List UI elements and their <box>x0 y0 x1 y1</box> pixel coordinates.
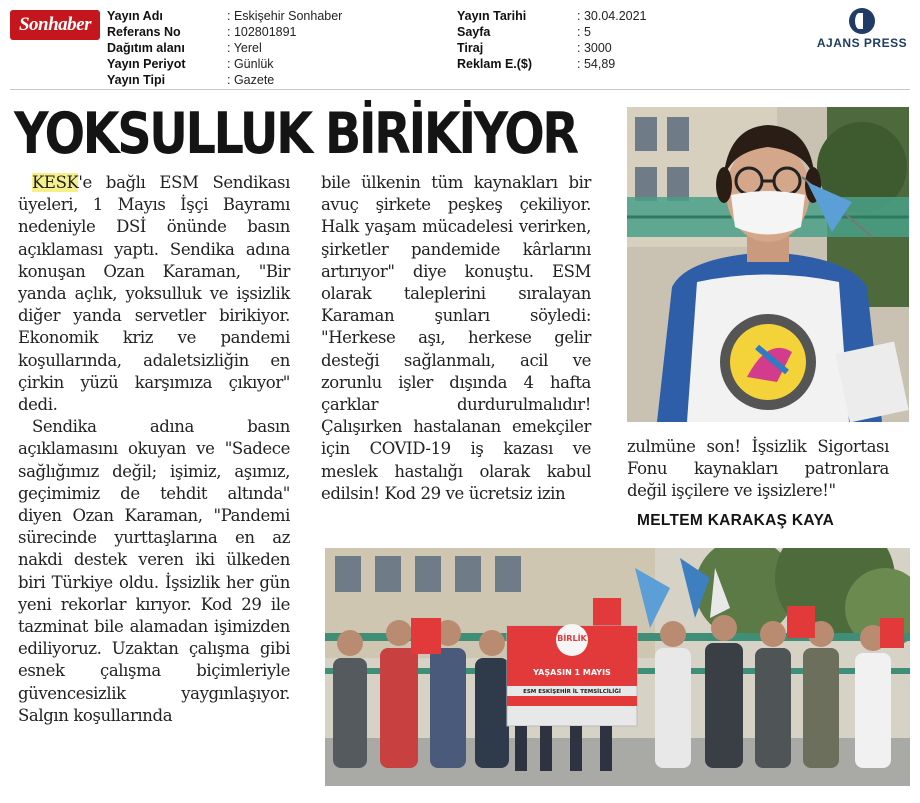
meta-label: Yayın Adı <box>107 9 163 23</box>
author-byline: MELTEM KARAKAŞ KAYA <box>637 512 835 529</box>
article-paragraph <box>18 172 290 416</box>
speaker-photo-illustration <box>627 107 909 422</box>
meta-label: Dağıtım alanı <box>107 41 185 55</box>
sonhaber-logo: Sonhaber <box>10 10 100 40</box>
banner-text-esm: ESM ESKİŞEHİR İL TEMSİLCİLİĞİ <box>523 689 621 695</box>
meta-value: : 54,89 <box>577 57 616 71</box>
protest-photo-illustration <box>325 548 910 786</box>
meta-label: Tiraj <box>457 41 484 55</box>
meta-label: Yayın Tarihi <box>457 9 527 23</box>
header-divider <box>10 89 910 90</box>
meta-label: Yayın Periyot <box>107 57 186 71</box>
meta-value: : Gazete <box>227 73 275 87</box>
article-paragraph: zulmüne son! İşsizlik Sigortası Fonu kaynakları patronlara değil işçilere ve işsizlere!" <box>627 437 889 501</box>
meta-row <box>107 8 427 24</box>
meta-row <box>457 40 697 56</box>
article-paragraph: Sendika adına basın açıklamasını okuyan ve "Sadece sağlığımız değil; işimiz, aşımız, geçimimiz de tehdit altında" diyen Ozan Karaman, "Pandemi sürecinde yurttaşlarına en az nakdi destek veren iki ülkeden biri Türkiye oldu. İşsizlik her gün yeni rekorlar kırıyor. Kod 29 ile tazminat bile alamadan işimizden ediliyoruz. Uzaktan çalışma gibi esnek çalışma biçimleriyle güvencesizlik yaygınlaşıyor. Salgın koşullarında <box>18 417 290 725</box>
meta-value: : 5 <box>577 25 591 39</box>
ajans-press-logo-icon <box>849 8 875 34</box>
meta-row <box>457 56 697 72</box>
banner-text-yasasin: YAŞASIN 1 MAYIS <box>533 668 611 677</box>
clipping-header <box>0 0 920 92</box>
meta-label: Yayın Tipi <box>107 73 166 87</box>
meta-row <box>457 8 697 24</box>
meta-value: : Yerel <box>227 41 262 55</box>
meta-label: Sayfa <box>457 25 491 39</box>
meta-row <box>107 56 427 72</box>
article-column-2 <box>321 172 591 505</box>
protest-group-photo <box>325 548 910 786</box>
article-headline: YOKSULLUK BİRİKİYOR <box>14 101 577 167</box>
meta-value: : 30.04.2021 <box>577 9 647 23</box>
article-paragraph: bile ülkenin tüm kaynakları bir avuç şirkete peşkeş çekiliyor. Halk yaşam mücadelesi verirken, şirketler pandemide kârlarını artırıyor" diye konuştu. ESM olarak taleplerini sıralayan Karaman şunları söyledi: "Herkese aşı, herkese gelir desteği sağlanmalı, acil ve zorunlu işler dışında 4 hafta çarklar durdurulmalıdır! Çalışırken hastalanan emekçiler için COVID-19 iş kazası ve meslek hastalığı olarak kabul edilsin! Kod 29 ve ücretsiz izin <box>321 173 591 503</box>
meta-label: Referans No <box>107 25 181 39</box>
meta-label: Reklam E.($) <box>457 57 533 71</box>
meta-value: : 3000 <box>577 41 612 55</box>
highlighted-keyword: KESK <box>32 173 79 192</box>
meta-value: : Eskişehir Sonhaber <box>227 9 343 23</box>
article-column-3 <box>627 436 889 503</box>
meta-row <box>107 24 427 40</box>
meta-row <box>107 40 427 56</box>
publication-meta-right <box>457 8 697 72</box>
paragraph-text: 'e bağlı ESM Sendikası üyeleri, 1 Mayıs İşçi Bayramı nedeniyle DSİ önünde basın açıklaması yaptı. Sendika adına konuşan Ozan Karaman, "Bir yanda açlık, yoksulluk ve işsizlik diğer yanda servetler birikiyor. Ekonomik kriz ve pandemi koşullarında, adaletsizliğin en çirkin yüzü karşımıza çıkıyor" dedi. <box>18 173 290 415</box>
article-column-1 <box>18 172 290 727</box>
meta-value: : Günlük <box>227 57 274 71</box>
ajans-press-name: AJANS PRESS <box>816 36 908 50</box>
banner-text-birlik: BİRLİK <box>557 634 587 643</box>
meta-row <box>107 72 427 88</box>
meta-row <box>457 24 697 40</box>
speaker-photo <box>627 107 909 422</box>
ajans-press-brand <box>812 8 912 50</box>
meta-value: : 102801891 <box>227 25 297 39</box>
publication-meta-left <box>107 8 427 88</box>
